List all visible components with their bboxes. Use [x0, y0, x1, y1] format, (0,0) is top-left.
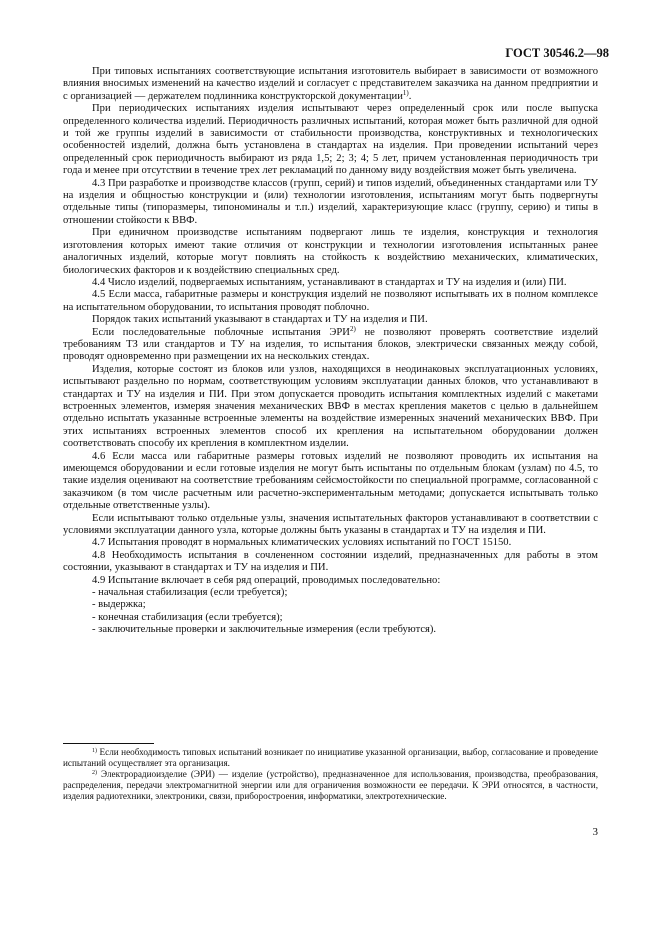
paragraph: 4.4 Число изделий, подвергаемых испытаниям, устанавливают в стандартах и ТУ на изделия и (или) ПИ.	[92, 276, 567, 288]
footnote	[63, 769, 598, 802]
paragraph: 4.5 Если масса, габаритные размеры и конструкция изделий не позволяют испытывать их в полном комплексе на испытательном оборудовании, то испытания проводят поблочно.	[63, 289, 598, 313]
footnotes	[63, 747, 598, 802]
list-item: - заключительные проверки и заключительные измерения (если требуются).	[92, 624, 437, 636]
paragraph	[63, 324, 598, 364]
list-item: - начальная стабилизация (если требуется);	[92, 587, 288, 599]
paragraph: 4.3 При разработке и производстве классов (групп, серий) и типов изделий, объединенных стандартами или ТУ на изделия и общностью конструкции и (или) технологии изготовления, испытаниям могут быть подвергнуты отдельные типы (типоразмеры, типономиналы и т.п.) изделий, характеризующие класс (группу, серию) и типы в отношении стойкости к ВВФ.	[63, 177, 598, 226]
paragraph: Если испытывают только отдельные узлы, значения испытательных факторов устанавливают в соответствии с условиями эксплуатации данного узла, которые должны быть указаны в стандартах и ТУ на изделия и ПИ.	[63, 512, 598, 537]
paragraph: Порядок таких испытаний указывают в стандартах и ТУ на изделия и ПИ.	[92, 314, 428, 326]
footnote	[63, 747, 598, 769]
paragraph-text: Если последовательные поблочные испытания ЭРИ	[92, 326, 350, 338]
paragraph: Изделия, которые состоят из блоков или узлов, находящихся в неодинаковых эксплуатационных условиях, испытывают раздельно по нормам, соответствующим условиям эксплуатации данных блоков, что устанавливают в стандартах и ТУ на изделия и ПИ. При этом допускается проводить испытания комплектных изделий с макетами встроенных элементов, измеряя значения механических ВВФ в местах крепления макетов с целью в дальнейшем отдельно испытать указанные встроенные элементы на воздействие измеренных значений механических ВВФ. При этих испытаниях встроенных элементов способ их крепления на испытательном оборудовании должен соответствовать способу их крепления в комплектном изделии.	[63, 363, 598, 450]
paragraph: 4.7 Испытания проводят в нормальных климатических условиях испытаний по ГОСТ 15150.	[92, 537, 512, 549]
document-body	[63, 66, 598, 637]
page-number: 3	[592, 826, 598, 838]
footnote-mark: 2)	[92, 769, 97, 776]
paragraph: 4.9 Испытание включает в себя ряд операций, проводимых последовательно:	[92, 574, 441, 586]
footnote-text: Если необходимость типовых испытаний возникает по инициативе указанной организации, выбор, согласование и проведение испытаний осуществляет эта организация.	[63, 747, 599, 768]
list-item: - конечная стабилизация (если требуется);	[92, 611, 283, 623]
paragraph: 4.8 Необходимость испытания в сочлененном состоянии изделий, предназначенных для работы в этом состоянии, указывают в стандартах и ТУ на изделия и ПИ.	[63, 549, 598, 574]
list-item: - выдержка;	[92, 599, 146, 611]
footnote-mark: 1)	[92, 748, 97, 754]
footnote-ref: 1)	[402, 88, 409, 97]
footnote-text: Электрорадиоизделие (ЭРИ) — изделие (устройство), предназначенное для использования, производства, преобразования, распределения, передачи электромагнитной энергии или для ограничения возможности ее передачи. К ЭРИ относятся, в частности, изделия радиотехники, электроники, связи, приборостроения, информатики, электротехнические.	[63, 768, 599, 801]
paragraph-text: не позволяют проверять соответствие изделий требованиям ТЗ или стандартов и ТУ на изделия, то испытания блоков, электрически связанных между собой, проводят одновременно при размещении их на нескольких стендах.	[63, 326, 598, 363]
paragraph: При периодических испытаниях изделия испытывают через определенный срок или после выпуска определенного количества изделий. Периодичность различных испытаний, которая может быть различной для одной и той же группы изделий в зависимости от стабильности производства, конструктивных и технологических особенностей изделий, должна быть установлена в стандартах на изделия. При проведении испытаний через определенный срок периодичность выбирают из ряда 1,5; 2; 3; 4; 5 лет, причем установленная периодичность три года и менее при отсутствии в течение трех лет рекламаций по данному виду воздействия может быть увеличена.	[63, 103, 598, 177]
paragraph: 4.6 Если масса или габаритные размеры готовых изделий не позволяют проводить их испытания на имеющемся оборудовании и если готовые изделия не могут быть испытаны по отдельным блокам (узлам) по 4.5, то такие изделия оценивают на соответствие требованиям сейсмостойкости по специальной программе, согласованной с заказчиком (в том числе расчетным или расчетно-экспериментальным методами; допускается испытывать только отдельные ответственные узлы).	[63, 450, 598, 512]
document-code-header: ГОСТ 30546.2—98	[505, 46, 609, 60]
paragraph: При типовых испытаниях соответствующие испытания изготовитель выбирает в зависимости от возможного влияния вносимых изменений на качество изделий и согласует с представителем заказчика на данном предприятии и с организацией — держателем подлинника конструкторской документации$^{1)}$.	[63, 66, 598, 102]
paragraph-text: При типовых испытаниях соответствующие испытания изготовитель выбирает в зависимости от возможного влияния вносимых изменений на качество изделий и согласует с представителем заказчика на данном предприятии и с организацией — держателем подлинника конструкторской документации	[63, 66, 598, 102]
footnote-ref: 2)	[349, 324, 356, 333]
paragraph: При единичном производстве испытаниям подвергают лишь те изделия, конструкция и технология изготовления которых имеют такие отличия от конструкции и технологии изготовления испытанных ранее аналогичных изделий, которые могут повлиять на стойкость к воздействию механических, климатических, биологических факторов и к воздействию специальных сред.	[63, 227, 598, 276]
footnote-divider	[63, 743, 154, 744]
